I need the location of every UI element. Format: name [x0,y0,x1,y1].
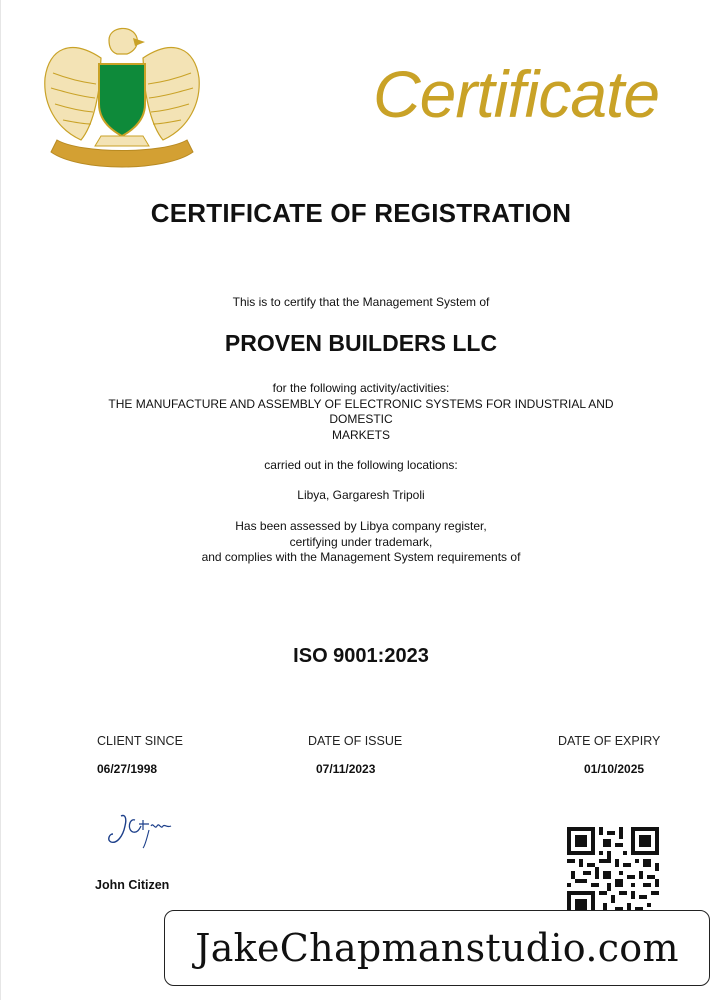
watermark-text: JakeChapmanstudio.com [195,926,679,970]
date-of-issue-value: 07/11/2023 [316,762,376,776]
client-since-label: CLIENT SINCE [97,734,183,748]
certificate-wordmark: Certificate [373,57,660,131]
activity-line: for the following activity/activities: [272,381,450,395]
date-of-expiry-label: DATE OF EXPIRY [558,734,661,748]
client-since-column [97,734,183,776]
activity-line: MARKETS [331,427,390,442]
qr-code-icon [567,827,659,919]
client-since-value: 06/27/1998 [97,762,158,776]
eagle-emblem-icon [41,18,203,170]
signer-name: John Citizen [95,878,170,892]
date-of-expiry-value: 01/10/2025 [584,762,645,776]
locations-label: carried out in the following locations: [264,458,458,472]
watermark-banner [164,910,710,986]
assessment-line: certifying under trademark, [289,534,433,549]
assessment-line: and complies with the Management System requirements of [201,550,521,564]
intro-text: This is to certify that the Management System of [232,295,490,309]
assessment-block [1,519,720,566]
page-title: CERTIFICATE OF REGISTRATION [150,198,572,228]
assessment-line: Has been assessed by Libya company register, [235,519,487,533]
date-of-issue-label: DATE OF ISSUE [308,734,403,748]
iso-standard: ISO 9001:2023 [293,645,429,667]
handwritten-signature-icon [99,808,179,853]
company-name: PROVEN BUILDERS LLC [224,330,498,356]
activity-block [1,381,720,443]
location-text: Libya, Gargaresh Tripoli [297,488,425,502]
activity-line: THE MANUFACTURE AND ASSEMBLY OF ELECTRONIC SYSTEMS FOR INDUSTRIAL AND [108,396,614,411]
activity-line: DOMESTIC [329,412,393,426]
date-of-expiry-column [558,734,660,776]
date-of-issue-column [308,734,402,776]
